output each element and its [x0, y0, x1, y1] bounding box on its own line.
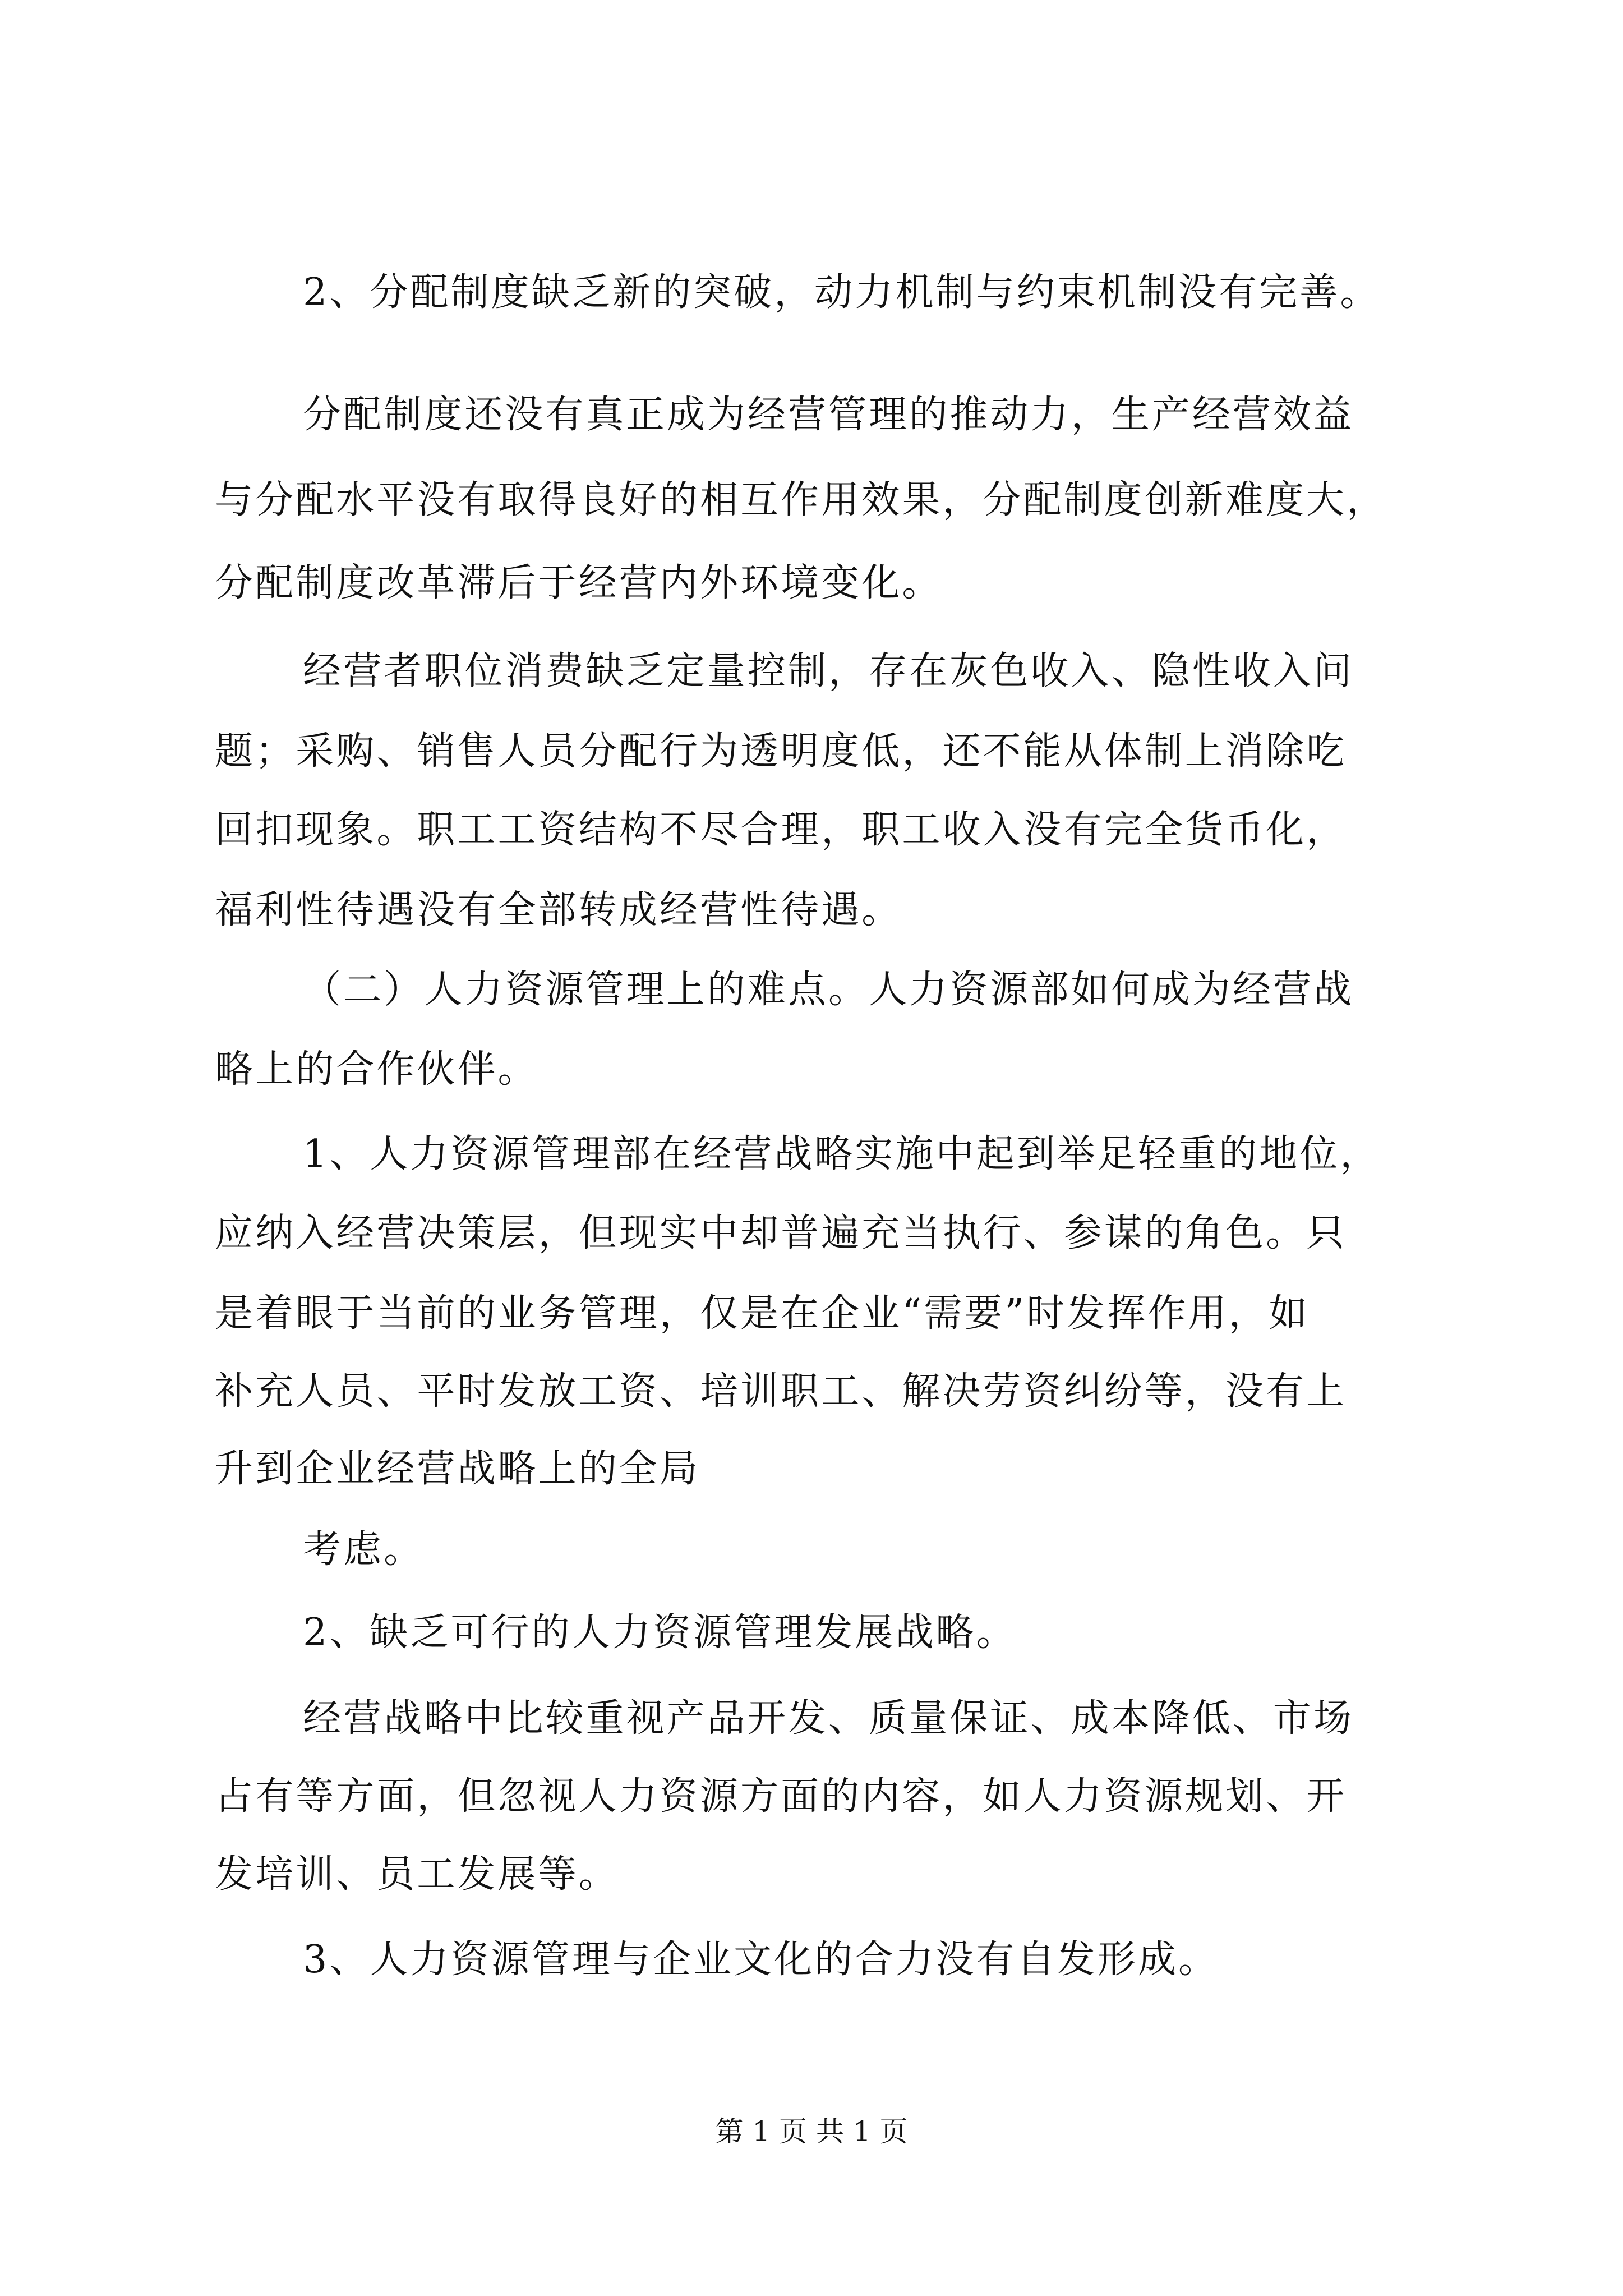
- paragraph-line: 题；采购、销售人员分配行为透明度低，还不能从体制上消除吃: [215, 729, 1347, 774]
- paragraph-line: 是着眼于当前的业务管理，仅是在企业“需要”时发挥作用，如: [215, 1291, 1310, 1336]
- paragraph-line: 与分配水平没有取得良好的相互作用效果，分配制度创新难度大，: [215, 478, 1387, 522]
- paragraph-line: 回扣现象。职工工资结构不尽合理，职工收入没有完全货币化，: [215, 808, 1347, 852]
- paragraph-line: 经营战略中比较重视产品开发、质量保证、成本降低、市场: [303, 1696, 1354, 1741]
- paragraph-line: 2、缺乏可行的人力资源管理发展战略。: [303, 1611, 1017, 1655]
- paragraph-line: 补充人员、平时发放工资、培训职工、解决劳资纠纷等，没有上: [215, 1369, 1347, 1414]
- paragraph-line: 分配制度还没有真正成为经营管理的推动力，生产经营效益: [303, 393, 1354, 437]
- paragraph-line: 占有等方面，但忽视人力资源方面的内容，如人力资源规划、开: [215, 1774, 1347, 1819]
- section-heading-line: 略上的合作伙伴。: [215, 1047, 538, 1092]
- paragraph-line: 1、人力资源管理部在经营战略实施中起到举足轻重的地位，: [303, 1132, 1381, 1176]
- paragraph-line: 分配制度改革滞后于经营内外环境变化。: [215, 561, 943, 605]
- paragraph-line: 升到企业经营战略上的全局: [215, 1447, 700, 1491]
- paragraph-line: 发培训、员工发展等。: [215, 1852, 619, 1897]
- page-footer: 第 1 页 共 1 页: [715, 2115, 908, 2148]
- paragraph-line: 2、分配制度缺乏新的突破，动力机制与约束机制没有完善。: [303, 270, 1381, 315]
- paragraph-line: 应纳入经营决策层，但现实中却普遍充当执行、参谋的角色。只: [215, 1211, 1347, 1255]
- paragraph-line: 3、人力资源管理与企业文化的合力没有自发形成。: [303, 1938, 1219, 1982]
- section-heading-line: （二）人力资源管理上的难点。人力资源部如何成为经营战: [303, 968, 1354, 1012]
- paragraph-line: 福利性待遇没有全部转成经营性待遇。: [215, 888, 902, 932]
- paragraph-line: 考虑。: [303, 1527, 425, 1572]
- paragraph-line: 经营者职位消费缺乏定量控制，存在灰色收入、隐性收入问: [303, 649, 1354, 693]
